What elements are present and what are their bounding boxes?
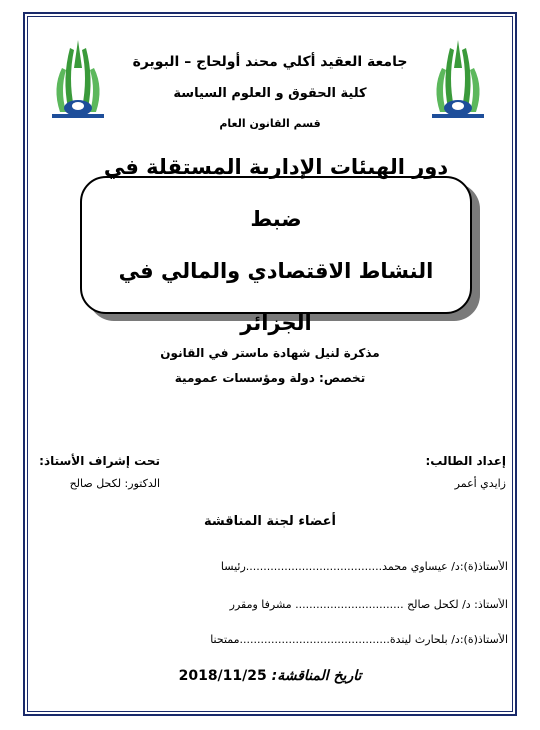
committee-title: أعضاء لجنة المناقشة: [203, 514, 337, 529]
committee-member-supervisor: الأستاذ: د/ لكحل صالح ............................... مشرفا ومقرر: [229, 598, 508, 611]
defense-date-label: تاريخ المناقشة:: [271, 668, 362, 684]
student-label: إعداد الطالب:: [425, 454, 506, 468]
supervisor-label: تحت إشراف الأستاذ:: [39, 454, 160, 468]
university-name: جامعة العقيد أكلي محند أولحاج – البويرة: [132, 54, 408, 70]
supervisor-name: الدكتور: لكحل صالح: [69, 477, 160, 490]
memo-degree: مذكرة لنيل شهادة ماستر في القانون: [160, 346, 380, 360]
thesis-title-line-2: النشاط الاقتصادي والمالي في الجزائر: [118, 259, 434, 335]
university-logo-left: [48, 38, 108, 120]
committee-member-president: الأستاذ(ة):د/ عيساوي محمد.......................................رئيسا: [220, 560, 508, 573]
defense-date: [150, 668, 390, 684]
student-name: زايدي أعمر: [454, 477, 506, 490]
faculty-name: كلية الحقوق و العلوم السياسة: [173, 86, 367, 101]
committee-member-examiner: الأستاذ(ة):د/ بلحارث ليندة...........................................ممتحنا: [210, 633, 508, 646]
university-logo-right: [428, 38, 488, 120]
thesis-title-box: [80, 155, 472, 335]
thesis-title-line-1: دور الهيئات الإدارية المستقلة في ضبط: [103, 155, 449, 231]
defense-date-value: 2018/11/25: [178, 668, 267, 684]
department-name: قسم القانون العام: [219, 117, 321, 130]
memo-specialty: تخصص: دولة ومؤسسات عمومية: [174, 371, 366, 385]
